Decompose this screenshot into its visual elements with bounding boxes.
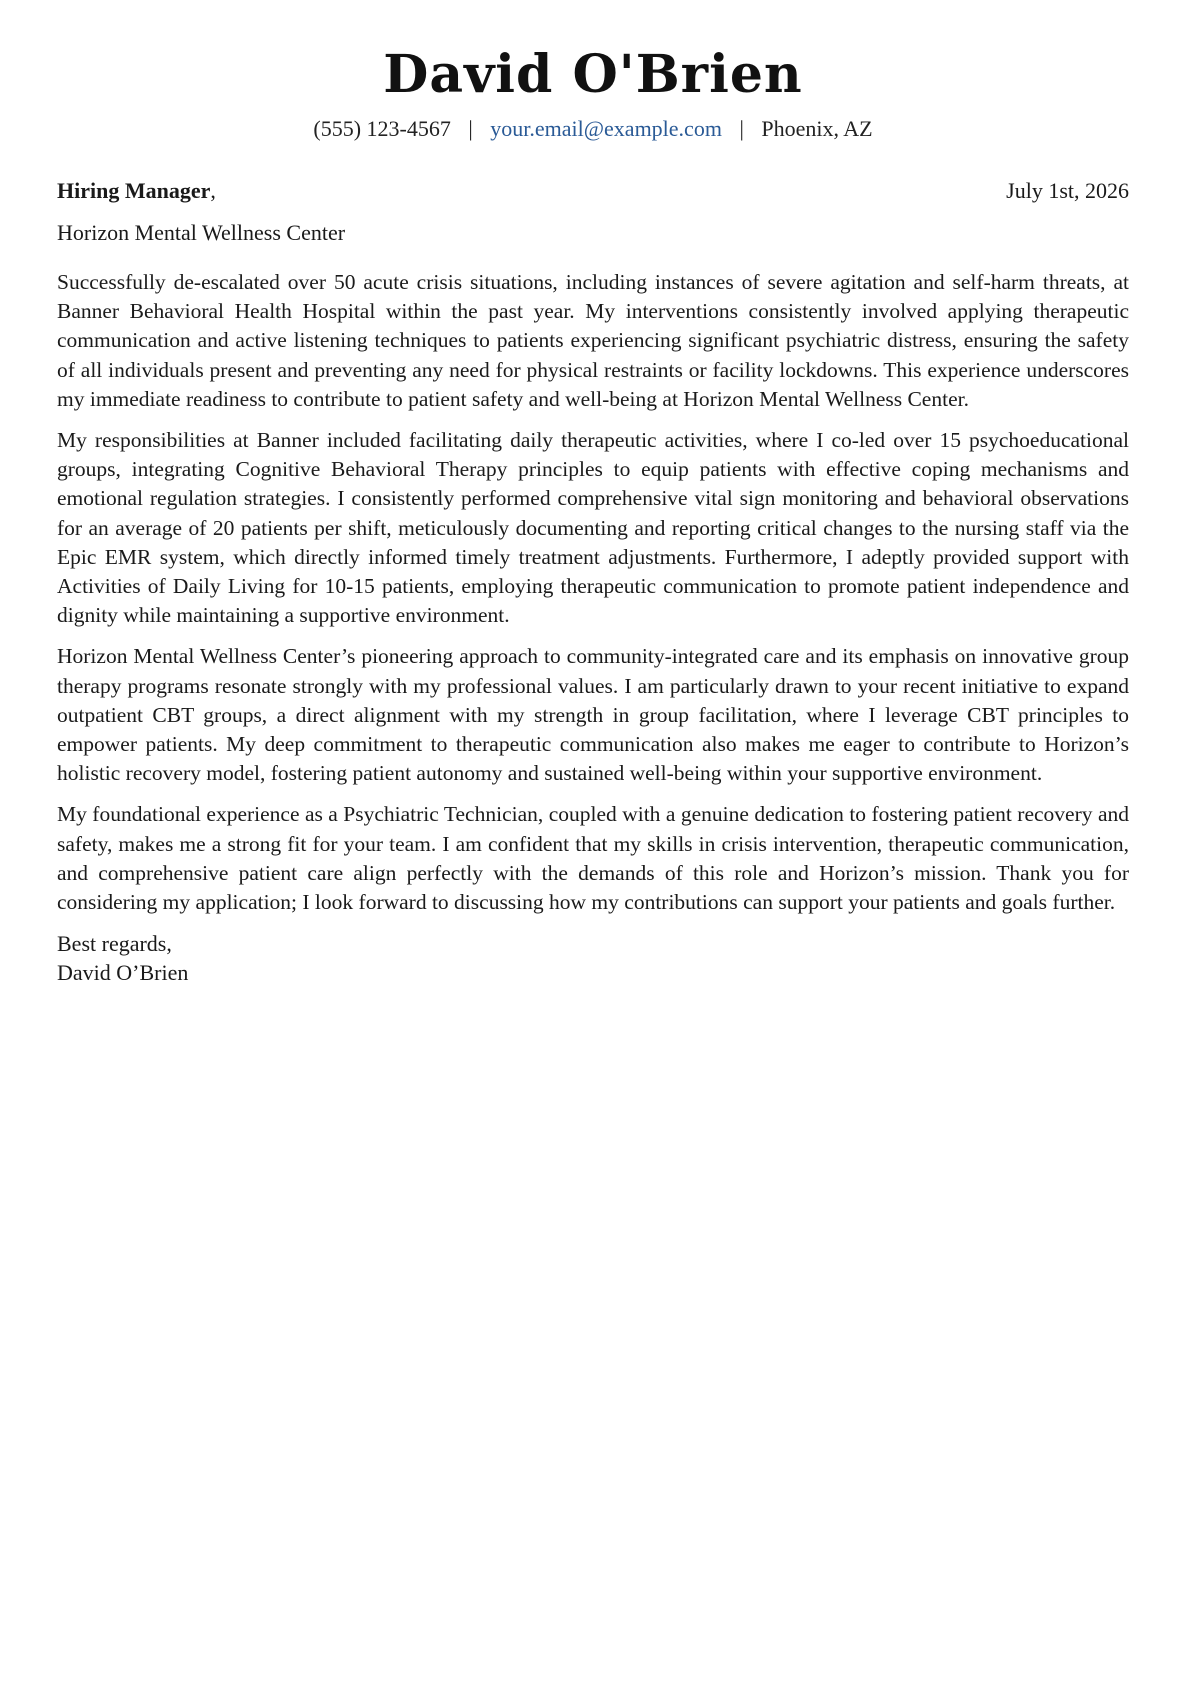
contact-separator: |: [468, 116, 473, 141]
closing-block: [57, 929, 1129, 987]
recipient-name: Hiring Manager: [57, 178, 211, 203]
location: Phoenix, AZ: [761, 116, 873, 141]
applicant-name: David O'Brien: [383, 44, 803, 105]
closing-phrase: Best regards,: [57, 931, 172, 957]
cover-letter-page: [57, 40, 1129, 987]
email-link[interactable]: your.email@example.com: [490, 116, 722, 141]
body-paragraph: My foundational experience as a Psychiatric Technician, coupled with a genuine dedication to fostering patient recovery and safety, makes me a strong fit for your team. I am confident that my skills in crisis intervention, therapeutic communication, and comprehensive patient care align perfectly with the demands of this role and Horizon’s mission. Thank you for considering my application; I look forward to discussing how my contributions can support your patients and goals further.: [57, 802, 1129, 915]
salutation: [57, 176, 216, 206]
contact-line: [57, 114, 1129, 144]
recipient-suffix: ,: [210, 178, 216, 203]
company-name: Horizon Mental Wellness Center: [57, 220, 346, 245]
body-paragraph: My responsibilities at Banner included facilitating daily therapeutic activities, where I co-led over 15 psychoeducational groups, integrating Cognitive Behavioral Therapy principles to equip patients with effective coping mechanisms and emotional regulation strategies. I consistently performed comprehensive vital sign monitoring and behavioral observations for an average of 20 patients per shift, meticulously documenting and reporting critical changes to the nursing staff via the Epic EMR system, which directly informed timely treatment adjustments. Furthermore, I adeptly provided support with Activities of Daily Living for 10-15 patients, employing therapeutic communication to promote patient independence and dignity while maintaining a supportive environment.: [57, 428, 1129, 628]
body-paragraph: Horizon Mental Wellness Center’s pioneering approach to community-integrated care and its emphasis on innovative group therapy programs resonate strongly with my professional values. I am particularly drawn to your recent initiative to expand outpatient CBT groups, a direct alignment with my strength in group facilitation, where I leverage CBT principles to empower patients. My deep commitment to therapeutic communication also makes me eager to contribute to Horizon’s holistic recovery model, fostering patient autonomy and sustained well-being within your supportive environment.: [57, 644, 1129, 786]
salutation-row: [57, 176, 1129, 206]
phone-number: (555) 123-4567: [313, 116, 451, 141]
signature-name: David O’Brien: [57, 960, 189, 986]
letter-body: [57, 268, 1129, 917]
contact-separator: |: [739, 116, 744, 141]
body-paragraph: Successfully de-escalated over 50 acute crisis situations, including instances of severe agitation and self-harm threats, at Banner Behavioral Health Hospital within the past year. My interventions consistently involved applying therapeutic communication and active listening techniques to patients experiencing significant psychiatric distress, ensuring the safety of all individuals present and preventing any need for physical restraints or facility lockdowns. This experience underscores my immediate readiness to contribute to patient safety and well-being at Horizon Mental Wellness Center.: [57, 270, 1129, 411]
letter-date: July 1st, 2026: [1006, 178, 1129, 203]
